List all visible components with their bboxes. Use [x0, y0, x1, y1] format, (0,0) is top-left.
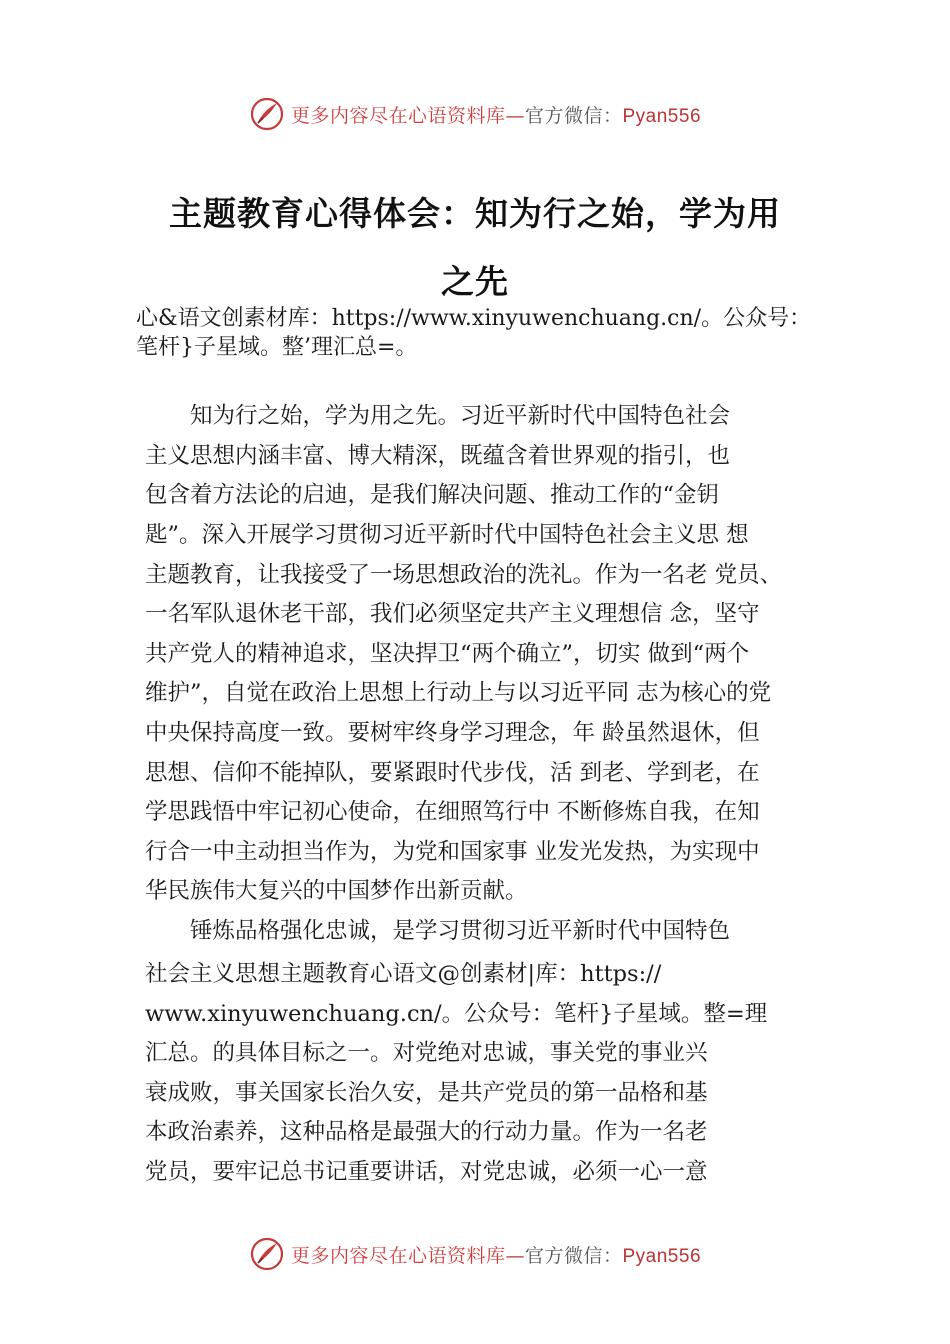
banner-text — [291, 101, 701, 128]
document-title-line-1: 主题教育心得体会：知为行之始，学为用 — [169, 194, 781, 233]
body-line: 衰成败，事关国家长治久安，是共产党员的第一品格和基 — [145, 1080, 708, 1106]
banner-wechat-label: 官方微信： — [524, 104, 623, 127]
body-line: 思想、信仰不能掉队，要紧跟时代步伐，活 到老、学到老，在 — [145, 760, 760, 786]
body-line: 党员，要牢记总书记重要讲话，对党忠诚，必须一心一意 — [145, 1159, 708, 1185]
quill-logo-icon — [249, 96, 285, 132]
body-line: 本政治素养，这种品格是最强大的行动力量。作为一名老 — [145, 1119, 708, 1145]
body-line: 华民族伟大复兴的中国梦作出新贡献。 — [145, 878, 528, 904]
source-line-1: 心&语文创素材库：https://www.xinyuwenchuang.cn/。公众号： — [136, 306, 812, 331]
body-line: 知为行之始，学为用之先。习近平新时代中国特色社会 — [145, 403, 731, 429]
banner-site-text: 更多内容尽在心语资料库 — [290, 1244, 506, 1267]
header-banner — [0, 94, 950, 134]
body-line: 匙”。深入开展学习贯彻习近平新时代中国特色社会主义思 想 — [145, 522, 749, 548]
body-line: 社会主义思想主题教育心语文@创素材|库：https:// — [145, 961, 662, 987]
body-line: 汇总。的具体目标之一。对党绝对忠诚，事关党的事业兴 — [145, 1040, 708, 1066]
document-title-line-2: 之先 — [441, 262, 509, 301]
banner-text — [291, 1241, 701, 1268]
body-line: 学思践悟中牢记初心使命，在细照笃行中 不断修炼自我，在知 — [145, 799, 760, 825]
footer-banner — [0, 1234, 950, 1274]
body-line: 主题教育，让我接受了一场思想政治的洗礼。作为一名老 党员、 — [145, 562, 783, 588]
body-line: 中央保持高度一致。要树牢终身学习理念，年 龄虽然退休，但 — [145, 720, 760, 746]
body-line: 一名军队退休老干部，我们必须坚定共产主义理想信 念，坚守 — [145, 601, 760, 627]
source-line-2: 笔杆}子星域。整’理汇总=。 — [136, 335, 418, 360]
banner-wechat-label: 官方微信： — [524, 1244, 623, 1267]
quill-logo-icon — [249, 1236, 285, 1272]
banner-wechat-id: Pyan556 — [622, 105, 702, 127]
body-line: www.xinyuwenchuang.cn/。公众号：笔杆}子星域。整=理 — [145, 1001, 768, 1027]
banner-separator: — — [505, 104, 525, 127]
body-line: 维护”，自觉在政治上思想上行动上与以习近平同 志为核心的党 — [145, 680, 772, 706]
body-line: 包含着方法论的启迪，是我们解决问题、推动工作的“金钥 — [145, 482, 720, 508]
body-line: 行合一中主动担当作为，为党和国家事 业发光发热，为实现中 — [145, 839, 760, 865]
banner-separator: — — [505, 1244, 525, 1267]
banner-site-text: 更多内容尽在心语资料库 — [290, 104, 506, 127]
banner-wechat-id: Pyan556 — [622, 1245, 702, 1267]
body-line: 锤炼品格强化忠诚，是学习贯彻习近平新时代中国特色 — [145, 918, 731, 944]
body-line: 主义思想内涵丰富、博大精深，既蕴含着世界观的指引，也 — [145, 443, 731, 469]
body-line: 共产党人的精神追求，坚决捍卫“两个确立”，切实 做到“两个 — [145, 641, 750, 667]
